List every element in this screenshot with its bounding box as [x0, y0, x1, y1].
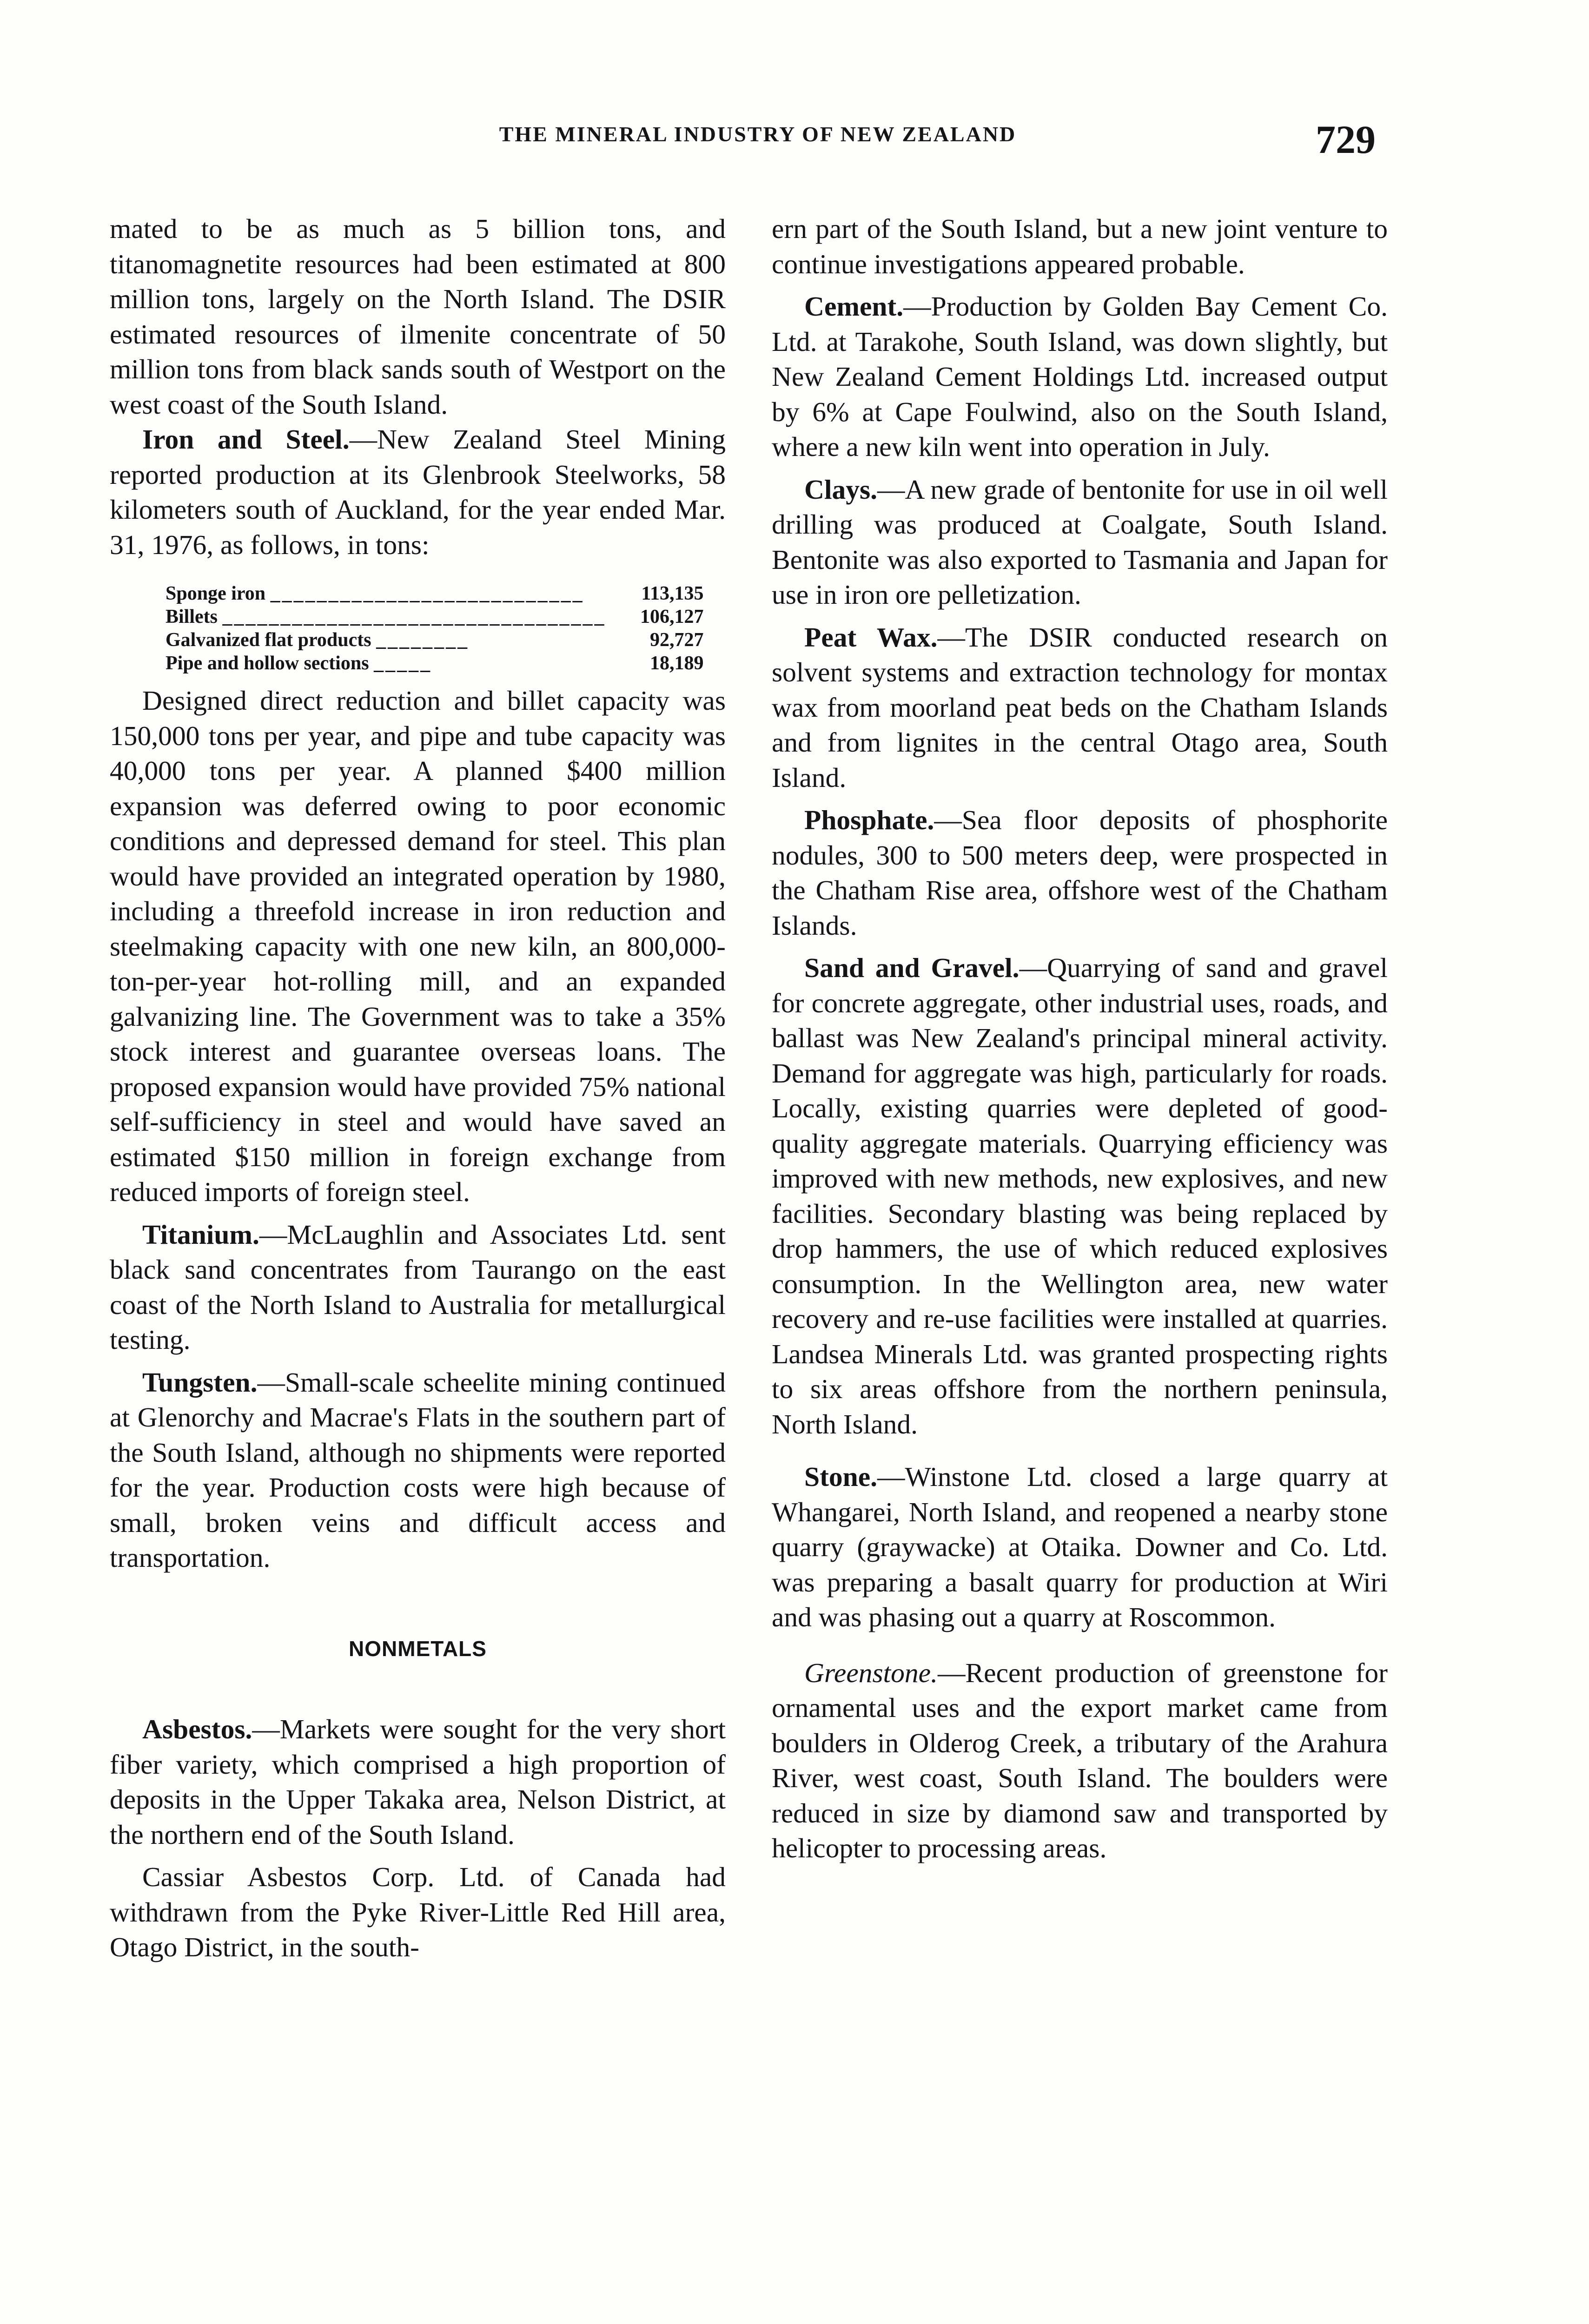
run-in-heading-peat-wax: Peat Wax.: [804, 621, 938, 653]
paragraph-cassiar: Cassiar Asbestos Corp. Ltd. of Canada had withdrawn from the Pyke River-Little Red Hill area, Otago District, in the south-: [110, 1862, 726, 1962]
run-in-heading-titanium: Titanium.: [142, 1219, 259, 1250]
paragraph-greenstone: [772, 1656, 1388, 1866]
table-item-value: 18,189: [650, 653, 704, 674]
table-row: [166, 628, 704, 652]
asbestos-text: —Markets were sought for the very short fiber variety, which comprised a high proportion of deposits in the Upper Takaka area, Nelson District, at the northern end of the South Island.: [110, 1714, 726, 1850]
run-in-heading-iron-and-steel: Iron and Steel.: [142, 424, 350, 455]
table-item-label: Sponge iron: [166, 583, 266, 604]
run-in-heading-asbestos: Asbestos.: [142, 1714, 252, 1744]
paragraph-stone: [772, 1459, 1388, 1635]
paragraph-tungsten: [110, 1365, 726, 1576]
run-in-heading-cement: Cement.: [804, 291, 904, 322]
dot-leader: ________: [376, 629, 470, 651]
dot-leader: _________________________________: [222, 606, 606, 627]
dot-leader: ___________________________: [270, 583, 584, 604]
paragraph-cement: [772, 289, 1388, 465]
paragraph-clays: [772, 472, 1388, 613]
paragraph-asbestos: [110, 1712, 726, 1852]
table-row: [166, 582, 704, 605]
cement-text: —Production by Golden Bay Cement Co. Ltd. at Tarakohe, South Island, was down slightly, but New Zealand Cement Holdings Ltd. increased output by 6% at Cape Foulwind, also on the South Island, where a new kiln went into operation in July.: [772, 291, 1388, 462]
greenstone-text: —Recent production of greenstone for ornamental uses and the export market came from boulders in Olderog Creek, a tributary of the Arahura River, west coast, South Island. The boulders were reduced in size by diamond saw and transported by helicopter to processing areas.: [772, 1657, 1388, 1863]
section-heading-nonmetals: NONMETALS: [349, 1636, 487, 1661]
table-item-label: Pipe and hollow sections: [166, 653, 369, 674]
clays-text: —A new grade of bentonite for use in oil well drilling was produced at Coalgate, South Island. Bentonite was also exported to Tasmania and Japan for use in iron ore pelletization.: [772, 474, 1388, 610]
paragraph-titanium: [110, 1217, 726, 1358]
run-in-heading-sand-and-gravel: Sand and Gravel.: [804, 952, 1020, 983]
left-column: [110, 211, 726, 1965]
run-in-heading-phosphate: Phosphate.: [804, 805, 934, 835]
run-in-heading-stone: Stone.: [804, 1461, 878, 1492]
run-in-heading-clays: Clays.: [804, 474, 878, 505]
paragraph-asbestos-continued: ern part of the South Island, but a new joint venture to continue investigations appeared probable.: [772, 213, 1388, 279]
running-title: THE MINERAL INDUSTRY OF NEW ZEALAND: [499, 122, 1017, 146]
phosphate-text: —Sea floor deposits of phosphorite nodules, 300 to 500 meters deep, were prospected in the Chatham Rise area, offshore west of the Chatham Islands.: [772, 805, 1388, 941]
paragraph-resources-continued: mated to be as much as 5 billion tons, and titanomagnetite resources had been estimated at 800 million tons, largely on the North Island. The DSIR estimated resources of ilmenite concentrate of 50 million tons from black sands south of Westport on the west coast of the South Island.: [110, 213, 726, 420]
run-in-heading-greenstone: Greenstone.: [804, 1657, 938, 1688]
stone-text: —Winstone Ltd. closed a large quarry at Whangarei, North Island, and reopened a nearby stone quarry (graywacke) at Otaika. Downer and Co. Ltd. was preparing a basalt quarry for production at Wiri and was phasing out a quarry at Roscommon.: [772, 1461, 1388, 1632]
sand-and-gravel-text: —Quarrying of sand and gravel for concrete aggregate, other industrial uses, roads, and ballast was New Zealand's principal mineral activity. Demand for aggregate was high, particularly for roads. Locally, existing quarries were depleted of good-quality aggregate materials. Quarrying efficiency was improved with new methods, new explosives, and new facilities. Secondary blasting was being replaced by drop hammers, the use of which reduced explosives consumption. In the Wellington area, new water recovery and re-use facilities were installed at quarries. Landsea Minerals Ltd. was granted prospecting rights to six areas offshore from the northern peninsula, North Island.: [772, 952, 1388, 1439]
paragraph-phosphate: [772, 803, 1388, 943]
peat-wax-text: —The DSIR conducted research on solvent systems and extraction technology for montax wax from moorland peat beds on the Chatham Islands and from lignites in the central Otago area, South Island.: [772, 621, 1388, 793]
table-row: [166, 652, 704, 675]
paragraph-iron-and-steel: [110, 422, 726, 562]
table-row: [166, 605, 704, 628]
table-item-label: Billets: [166, 606, 218, 627]
dot-leader: _____: [374, 653, 432, 674]
paragraph-peat-wax: [772, 620, 1388, 796]
paragraph-designed-capacity: Designed direct reduction and billet capacity was 150,000 tons per year, and pipe and tube capacity was 40,000 tons per year. A planned $400 million expansion was deferred owing to poor economic conditions and depressed demand for steel. This plan would have provided an integrated operation by 1980, including a threefold increase in iron reduction and steelmaking capacity with one new kiln, an 800,000-ton-per-year hot-rolling mill, and an expanded galvanizing line. The Government was to take a 35% stock interest and guarantee overseas loans. The proposed expansion would have provided 75% national self-sufficiency in steel and would have saved an estimated $150 million in foreign exchange from reduced imports of foreign steel.: [110, 685, 726, 1207]
right-column: [772, 211, 1388, 1866]
production-table: [166, 582, 704, 675]
tungsten-text: —Small-scale scheelite mining continued at Glenorchy and Macrae's Flats in the southern part of the South Island, although no shipments were reported for the year. Production costs were high because of small, broken veins and difficult access and transportation.: [110, 1367, 726, 1573]
table-item-value: 113,135: [641, 583, 704, 604]
table-item-value: 106,127: [640, 606, 704, 627]
iron-and-steel-text: —New Zealand Steel Mining reported production at its Glenbrook Steelworks, 58 kilometers south of Auckland, for the year ended Mar. 31, 1976, as follows, in tons:: [110, 424, 726, 560]
titanium-text: —McLaughlin and Associates Ltd. sent black sand concentrates from Taurango on the east coast of the North Island to Australia for metallurgical testing.: [110, 1219, 726, 1355]
run-in-heading-tungsten: Tungsten.: [142, 1367, 258, 1398]
table-item-label: Galvanized flat products: [166, 629, 371, 651]
table-item-value: 92,727: [650, 629, 704, 651]
paragraph-sand-and-gravel: [772, 951, 1388, 1442]
page-number: 729: [1316, 117, 1376, 162]
